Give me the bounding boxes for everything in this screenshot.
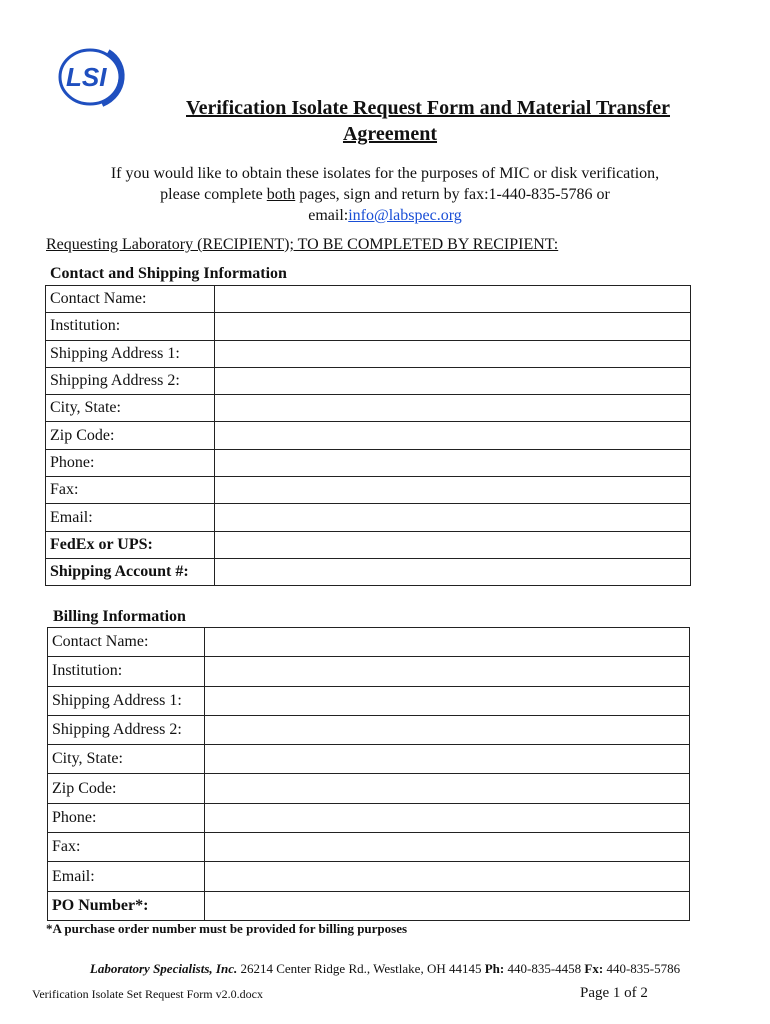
field-value-input[interactable] <box>215 395 691 422</box>
field-value-input[interactable] <box>215 340 691 367</box>
field-label: Shipping Address 2: <box>48 715 205 744</box>
field-value-input[interactable] <box>215 367 691 394</box>
field-value-input[interactable] <box>215 313 691 340</box>
field-label: Shipping Address 1: <box>46 340 215 367</box>
field-label: Shipping Address 1: <box>48 686 205 715</box>
form-row <box>46 340 691 367</box>
field-value-input[interactable] <box>205 715 690 744</box>
intro-email-label: email: <box>308 207 349 224</box>
intro-both-emphasis: both <box>266 186 296 203</box>
field-value-input[interactable] <box>215 449 691 476</box>
form-row <box>46 367 691 394</box>
intro-line2-post: pages, sign and return by fax:1-440-835-5786 or <box>295 186 610 203</box>
field-label: City, State: <box>48 745 205 774</box>
form-row <box>46 477 691 504</box>
form-row <box>48 862 690 891</box>
footer-address <box>0 961 770 977</box>
field-value-input[interactable] <box>215 286 691 313</box>
intro-line3 <box>0 205 770 226</box>
form-title-line2: Agreement <box>342 123 438 145</box>
field-label: City, State: <box>46 395 215 422</box>
footer-fax-label: Fx: <box>584 961 604 976</box>
field-value-input[interactable] <box>205 628 690 657</box>
po-required-note: *A purchase order number must be provided for billing purposes <box>46 921 408 936</box>
field-value-input[interactable] <box>215 504 691 531</box>
footer-company: Laboratory Specialists, Inc. <box>89 961 238 976</box>
form-row <box>46 449 691 476</box>
form-row <box>46 395 691 422</box>
form-row <box>48 891 690 920</box>
field-value-input[interactable] <box>205 745 690 774</box>
field-label: Institution: <box>48 657 205 686</box>
field-label: Institution: <box>46 313 215 340</box>
field-value-input[interactable] <box>215 558 691 585</box>
email-link[interactable]: info@labspec.org <box>348 207 462 224</box>
field-value-input[interactable] <box>215 477 691 504</box>
form-row <box>46 558 691 585</box>
field-value-input[interactable] <box>215 531 691 558</box>
intro-line2 <box>0 184 770 205</box>
form-row <box>48 774 690 803</box>
field-label: Fax: <box>48 833 205 862</box>
footer-street: 26214 Center Ridge Rd., Westlake, OH 44145 <box>237 961 485 976</box>
form-row <box>48 628 690 657</box>
field-value-input[interactable] <box>205 657 690 686</box>
form-row <box>48 833 690 862</box>
intro-line1: If you would like to obtain these isolates for the purposes of MIC or disk verification, <box>110 165 660 182</box>
contact-shipping-table <box>45 285 691 586</box>
field-label: Zip Code: <box>46 422 215 449</box>
form-row <box>48 686 690 715</box>
field-value-input[interactable] <box>215 422 691 449</box>
field-label: Phone: <box>48 803 205 832</box>
field-value-input[interactable] <box>205 686 690 715</box>
field-label: Email: <box>48 862 205 891</box>
field-label: Contact Name: <box>46 286 215 313</box>
field-value-input[interactable] <box>205 803 690 832</box>
svg-text:LSI: LSI <box>66 62 107 92</box>
footer-fax: 440-835-5786 <box>603 961 681 976</box>
form-title-line1: Verification Isolate Request Form and Material Transfer <box>186 97 670 119</box>
intro-line2-pre: please complete <box>160 186 267 203</box>
form-row <box>46 313 691 340</box>
form-row <box>46 286 691 313</box>
field-value-input[interactable] <box>205 833 690 862</box>
billing-section-heading: Billing Information <box>53 608 186 625</box>
document-name: Verification Isolate Set Request Form v2.0.docx <box>32 987 263 1001</box>
contact-section-heading: Contact and Shipping Information <box>50 265 287 282</box>
field-value-input[interactable] <box>205 891 690 920</box>
billing-table <box>47 627 690 921</box>
form-row <box>48 715 690 744</box>
form-row <box>48 745 690 774</box>
form-row <box>46 531 691 558</box>
field-value-input[interactable] <box>205 774 690 803</box>
field-label: Contact Name: <box>48 628 205 657</box>
form-row <box>48 803 690 832</box>
field-label: Fax: <box>46 477 215 504</box>
field-label: FedEx or UPS: <box>46 531 215 558</box>
field-label: Zip Code: <box>48 774 205 803</box>
field-value-input[interactable] <box>205 862 690 891</box>
field-label: Email: <box>46 504 215 531</box>
footer-phone-label: Ph: <box>484 961 505 976</box>
form-row <box>46 422 691 449</box>
footer-phone: 440-835-4458 <box>504 961 585 976</box>
page-number: Page 1 of 2 <box>580 985 648 1001</box>
form-row <box>48 657 690 686</box>
field-label: Shipping Account #: <box>46 558 215 585</box>
field-label: Phone: <box>46 449 215 476</box>
requesting-laboratory-heading: Requesting Laboratory (RECIPIENT); TO BE COMPLETED BY RECIPIENT: <box>46 236 559 253</box>
field-label: Shipping Address 2: <box>46 367 215 394</box>
field-label: PO Number*: <box>48 891 205 920</box>
form-row <box>46 504 691 531</box>
